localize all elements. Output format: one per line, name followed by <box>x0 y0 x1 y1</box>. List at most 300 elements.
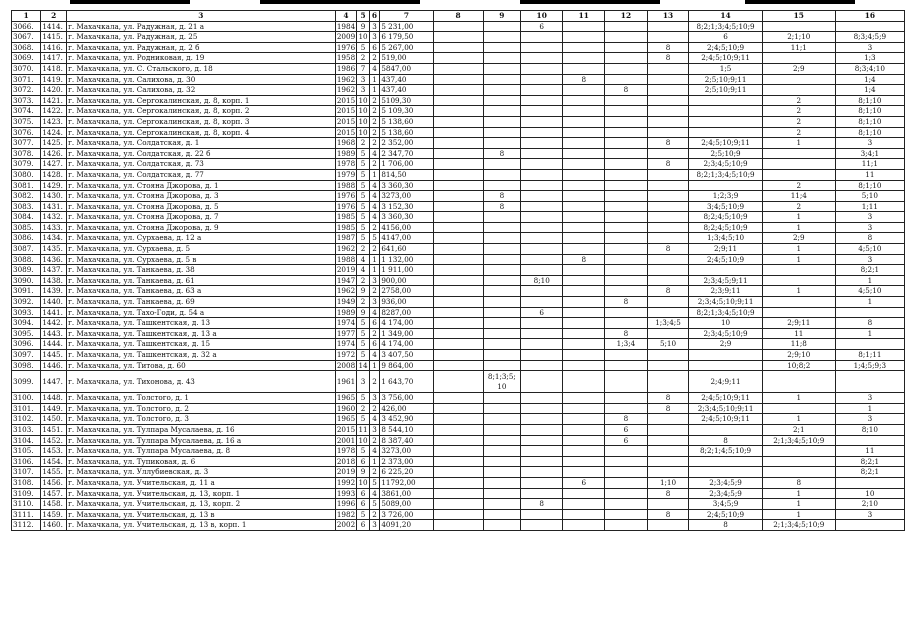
cell-col-10 <box>521 265 563 276</box>
table-row <box>12 467 905 478</box>
cell-col-13 <box>647 222 689 233</box>
cell-floors: 10 <box>358 32 368 42</box>
cell-col-13 <box>647 499 689 510</box>
cell-col-13 <box>647 201 689 212</box>
cell-col-15: 1 <box>762 212 835 223</box>
cell-col-13 <box>647 328 689 339</box>
cell-col-12 <box>605 467 648 478</box>
cell-col-9 <box>483 116 520 127</box>
cell-col-10 <box>521 222 563 233</box>
column-header: 15 <box>762 11 835 22</box>
cell-building-id: 1451. <box>41 424 67 435</box>
cell-building-id: 1418. <box>41 63 67 74</box>
cell-col-9 <box>483 477 520 488</box>
cell-entrances: 2 <box>369 328 380 339</box>
table-row <box>12 307 905 318</box>
cell-row-number: 3111. <box>12 509 41 520</box>
cell-col-9 <box>483 127 520 138</box>
cell-col-12 <box>605 42 648 53</box>
table-row <box>12 393 905 404</box>
cell-address: г. Махачкала, ул. Стояна Джорова, д. 9 <box>67 222 335 233</box>
cell-floors: 10 <box>358 95 368 105</box>
cell-year-built: 1986 <box>336 63 356 73</box>
cell-col-16: 8 <box>835 233 904 244</box>
cell-col-12 <box>605 446 648 457</box>
cell-building-id: 1447. <box>41 371 67 393</box>
cell-col-11 <box>563 138 605 149</box>
cell-col-12 <box>605 509 648 520</box>
cell-col-15: 11;8 <box>762 339 835 350</box>
cell-col-9 <box>483 222 520 233</box>
cell-col-16: 3 <box>835 254 904 265</box>
cell-floors: 6 <box>357 488 369 499</box>
cell-col-15: 2 <box>762 116 835 127</box>
cell-col-12 <box>605 318 648 329</box>
cell-col-10 <box>521 138 563 149</box>
cell-col-8 <box>433 424 483 435</box>
cell-building-id: 1421. <box>41 95 67 106</box>
cell-floors: 5 <box>357 180 369 191</box>
cell-row-number: 3075. <box>12 116 41 127</box>
cell-year-built: 1996 <box>336 499 356 509</box>
cell-floors: 5 <box>357 509 369 520</box>
cell-col-15 <box>762 307 835 318</box>
cell-year-built: 1972 <box>336 350 356 359</box>
cell-col-10 <box>521 350 563 361</box>
cell-entrances: 2 <box>369 222 380 233</box>
cell-address: г. Махачкала, ул. Тахо-Годи, д. 54 а <box>67 307 335 318</box>
cell-col-13 <box>647 180 689 191</box>
cell-col-12 <box>605 403 648 414</box>
cell-entrances: 2 <box>369 138 380 149</box>
cell-col-13 <box>647 371 689 393</box>
table-row <box>12 106 905 117</box>
cell-col-12 <box>605 53 648 64</box>
cell-col-12 <box>605 393 648 404</box>
cell-floors: 2 <box>357 275 369 286</box>
cell-col-10 <box>521 339 563 350</box>
cell-col-10 <box>521 414 563 425</box>
cell-col-10: 6 <box>521 21 563 32</box>
cell-col-8 <box>433 328 483 339</box>
table-row <box>12 286 905 297</box>
cell-col-13 <box>647 456 689 467</box>
cell-col-14: 8;2;4;5;10;9 <box>689 222 763 233</box>
cell-col-8 <box>433 201 483 212</box>
cell-col-10 <box>521 42 563 53</box>
cell-col-16: 11;1 <box>835 159 904 170</box>
cell-col-8 <box>433 509 483 520</box>
cell-col-9 <box>483 244 520 255</box>
column-header: 3 <box>67 11 335 22</box>
cell-col-14: 10 <box>689 318 763 329</box>
cell-building-id: 1438. <box>41 275 67 286</box>
cell-entrances: 2 <box>369 509 380 520</box>
column-header: 4 <box>335 11 357 22</box>
cell-address: г. Махачкала, ул. Танкаева, д. 38 <box>67 265 335 276</box>
cell-col-14: 2;3;4;5;9 <box>689 477 763 488</box>
cell-entrances: 3 <box>369 32 380 43</box>
cell-year-built: 1985 <box>336 212 356 222</box>
cell-col-15 <box>762 297 835 308</box>
cell-col-14: 2;4;9;11 <box>689 371 763 393</box>
cell-col-16: 1 <box>835 328 904 339</box>
cell-col-9 <box>483 297 520 308</box>
cell-col-14: 2;9 <box>689 339 763 350</box>
cell-area: 4 174,00 <box>380 318 433 329</box>
cell-col-16: 8;3;4;5;9 <box>835 32 904 43</box>
cell-building-id: 1426. <box>41 148 67 159</box>
cell-col-8 <box>433 435 483 446</box>
table-row <box>12 222 905 233</box>
cell-col-12: 6 <box>605 424 648 435</box>
cell-year-built: 2009 <box>336 32 356 42</box>
cell-col-10 <box>521 467 563 478</box>
cell-col-10 <box>521 74 563 85</box>
cell-row-number: 3093. <box>12 307 41 318</box>
cell-col-10 <box>521 201 563 212</box>
cell-col-16: 8;1;10 <box>835 127 904 138</box>
cell-floors: 5 <box>357 42 369 53</box>
cell-col-11: 8 <box>563 254 605 265</box>
cell-col-13 <box>647 32 689 43</box>
table-row <box>12 339 905 350</box>
cell-col-16: 1 <box>835 297 904 308</box>
cell-entrances: 2 <box>369 159 380 170</box>
cell-col-14: 2;5;10;9;11 <box>689 74 763 85</box>
cell-entrances: 3 <box>369 520 380 531</box>
cell-year-built: 2015 <box>336 106 356 116</box>
cell-building-id: 1430. <box>41 191 67 202</box>
cell-floors: 5 <box>357 191 369 202</box>
cell-col-15 <box>762 74 835 85</box>
cell-col-14: 8;2;1;3;4;5;10;9 <box>689 169 763 180</box>
cell-col-9 <box>483 212 520 223</box>
cell-floors: 9 <box>357 467 369 478</box>
cell-col-12 <box>605 456 648 467</box>
cell-entrances: 1 <box>369 74 380 85</box>
cell-building-id: 1417. <box>41 53 67 64</box>
cell-col-10 <box>521 244 563 255</box>
cell-row-number: 3082. <box>12 191 41 202</box>
cell-address: г. Махачкала, ул. Солдатская, д. 73 <box>67 159 335 170</box>
cell-col-16: 5;10 <box>835 191 904 202</box>
cell-col-11 <box>563 488 605 499</box>
cell-address: г. Махачкала, ул. Солдатская, д. 22 б <box>67 148 335 159</box>
table-row <box>12 148 905 159</box>
cell-col-9 <box>483 360 520 371</box>
cell-col-11 <box>563 318 605 329</box>
cell-floors: 2 <box>357 297 369 308</box>
cell-area: 1 643,70 <box>380 371 433 393</box>
cell-building-id: 1457. <box>41 488 67 499</box>
cell-col-11 <box>563 63 605 74</box>
cell-address: г. Махачкала, ул. Учительская, д. 13, корп. 1 <box>67 488 335 499</box>
cell-address: г. Махачкала, ул. Тихонова, д. 43 <box>67 371 335 393</box>
cell-building-id: 1459. <box>41 509 67 520</box>
cell-year-built: 1979 <box>336 169 356 179</box>
table-row <box>12 21 905 32</box>
cell-col-9 <box>483 42 520 53</box>
cell-row-number: 3068. <box>12 42 41 53</box>
cell-col-8 <box>433 222 483 233</box>
cell-col-10 <box>521 456 563 467</box>
cell-col-13 <box>647 95 689 106</box>
cell-col-13: 8 <box>647 42 689 53</box>
column-header: 11 <box>563 11 605 22</box>
cell-building-id: 1441. <box>41 307 67 318</box>
cell-year-built: 2008 <box>336 360 356 370</box>
cell-col-15 <box>762 265 835 276</box>
cell-col-13 <box>647 360 689 371</box>
cell-col-13: 1;3;4;5 <box>647 318 689 329</box>
cell-floors: 2 <box>357 244 369 255</box>
cell-col-11 <box>563 275 605 286</box>
cell-floors: 6 <box>357 456 369 467</box>
table-row <box>12 371 905 393</box>
cell-col-15: 1 <box>762 393 835 404</box>
cell-col-16: 1;4 <box>835 85 904 96</box>
cell-col-8 <box>433 233 483 244</box>
cell-area: 4 174,00 <box>380 339 433 350</box>
cell-col-12 <box>605 169 648 180</box>
cell-building-id: 1420. <box>41 85 67 96</box>
cell-col-12: 8 <box>605 414 648 425</box>
cell-row-number: 3101. <box>12 403 41 414</box>
cell-year-built: 2015 <box>336 424 356 434</box>
cell-entrances: 4 <box>369 350 380 361</box>
cell-area: 5089,00 <box>380 499 433 510</box>
cell-floors: 9 <box>357 286 369 297</box>
cell-entrances: 2 <box>369 435 380 446</box>
cell-col-11 <box>563 222 605 233</box>
cell-col-15: 1 <box>762 414 835 425</box>
table-row <box>12 254 905 265</box>
table-row <box>12 116 905 127</box>
cell-area: 8287,00 <box>380 307 433 318</box>
cell-year-built: 1949 <box>336 297 356 307</box>
cell-year-built: 1989 <box>336 148 356 158</box>
cell-col-9 <box>483 456 520 467</box>
table-row <box>12 191 905 202</box>
cell-building-id: 1436. <box>41 254 67 265</box>
cell-col-16: 8;1;11 <box>835 350 904 361</box>
cell-col-10 <box>521 127 563 138</box>
cell-entrances: 1 <box>369 265 380 276</box>
cell-col-11 <box>563 307 605 318</box>
column-header: 14 <box>689 11 763 22</box>
cell-col-14: 2;3;4;5;10;9 <box>689 328 763 339</box>
cell-col-13 <box>647 63 689 74</box>
cell-col-12: 6 <box>605 435 648 446</box>
cell-year-built: 1962 <box>336 286 356 296</box>
cell-col-16: 3;4;1 <box>835 148 904 159</box>
cell-year-built: 2018 <box>336 456 356 466</box>
cell-col-10 <box>521 477 563 488</box>
cell-col-14: 2;3;4;5;10;9 <box>689 159 763 170</box>
cell-col-10 <box>521 116 563 127</box>
cell-row-number: 3098. <box>12 360 41 371</box>
cell-col-13 <box>647 254 689 265</box>
cell-col-11 <box>563 148 605 159</box>
cell-floors: 10 <box>358 116 368 126</box>
cell-area: 5 267,00 <box>380 42 433 53</box>
cell-col-15: 11 <box>762 328 835 339</box>
cell-area: 5 231,00 <box>380 21 433 32</box>
cell-area: 1 132,00 <box>380 254 433 265</box>
cell-area: 6 179,50 <box>380 32 433 43</box>
cell-row-number: 3092. <box>12 297 41 308</box>
header-row <box>12 11 905 22</box>
cell-address: г. Махачкала, ул. Танкаева, д. 63 а <box>67 286 335 297</box>
cell-col-11 <box>563 212 605 223</box>
cell-col-8 <box>433 106 483 117</box>
cell-col-14: 2;9;11 <box>689 244 763 255</box>
cell-col-11 <box>563 456 605 467</box>
cell-address: г. Махачкала, ул. Радужная, д. 21 а <box>67 21 335 32</box>
cell-col-12 <box>605 488 648 499</box>
cell-address: г. Махачкала, ул. Сергокалинская, д. 8, корп. 1 <box>67 95 335 106</box>
cell-col-11 <box>563 467 605 478</box>
cell-col-13 <box>647 435 689 446</box>
cell-building-id: 1448. <box>41 393 67 404</box>
cell-col-9 <box>483 403 520 414</box>
cell-col-15: 2;1;3;4;5;10;9 <box>762 520 835 531</box>
cell-col-16 <box>835 477 904 488</box>
cell-building-id: 1444. <box>41 339 67 350</box>
table-row <box>12 350 905 361</box>
cell-entrances: 4 <box>369 201 380 212</box>
cell-area: 641,60 <box>380 244 433 255</box>
cell-row-number: 3097. <box>12 350 41 361</box>
cell-entrances: 2 <box>369 403 380 414</box>
cell-col-9 <box>483 21 520 32</box>
cell-col-14: 8 <box>689 435 763 446</box>
cell-col-14: 2;4;5;10;9;11 <box>689 393 763 404</box>
cell-col-16: 8;1;10 <box>835 180 904 191</box>
cell-building-id: 1423. <box>41 116 67 127</box>
cell-col-12 <box>605 21 648 32</box>
cell-col-10 <box>521 53 563 64</box>
cell-area: 5109,30 <box>380 95 433 106</box>
cell-col-9 <box>483 350 520 361</box>
cell-entrances: 6 <box>369 339 380 350</box>
cell-col-13: 8 <box>647 53 689 64</box>
cell-col-8 <box>433 360 483 371</box>
cell-col-10 <box>521 286 563 297</box>
cell-col-12 <box>605 275 648 286</box>
cell-floors: 4 <box>357 254 369 265</box>
cell-year-built: 1962 <box>336 74 356 84</box>
table-row <box>12 127 905 138</box>
table-row <box>12 63 905 74</box>
cell-col-11 <box>563 21 605 32</box>
cell-col-8 <box>433 74 483 85</box>
cell-col-16 <box>835 307 904 318</box>
cell-col-14: 2;4;5;10;9;11 <box>689 414 763 425</box>
cell-area: 814,50 <box>380 169 433 180</box>
cell-col-8 <box>433 42 483 53</box>
cell-col-9 <box>483 106 520 117</box>
cell-col-12 <box>605 307 648 318</box>
cell-col-10 <box>521 328 563 339</box>
cell-col-9 <box>483 53 520 64</box>
cell-col-15: 1 <box>762 138 835 149</box>
cell-col-15 <box>762 85 835 96</box>
cell-col-12 <box>605 254 648 265</box>
cell-entrances: 5 <box>369 477 380 488</box>
cell-col-9 <box>483 254 520 265</box>
cell-col-15: 2;1;3;4;5;10;9 <box>762 435 835 446</box>
cell-col-15: 1 <box>762 509 835 520</box>
cell-building-id: 1452. <box>41 435 67 446</box>
cell-row-number: 3069. <box>12 53 41 64</box>
cell-col-11 <box>563 339 605 350</box>
cell-col-16: 1;11 <box>835 201 904 212</box>
cell-col-13 <box>647 424 689 435</box>
cell-col-15: 2;9 <box>762 63 835 74</box>
cell-col-8 <box>433 53 483 64</box>
column-header: 13 <box>647 11 689 22</box>
cell-row-number: 3086. <box>12 233 41 244</box>
cell-col-10: 6 <box>521 307 563 318</box>
cell-floors: 14 <box>358 360 368 370</box>
cell-year-built: 1974 <box>336 318 356 328</box>
cell-entrances: 2 <box>369 53 380 64</box>
cell-col-11 <box>563 509 605 520</box>
cell-area: 5 109,30 <box>380 106 433 117</box>
cell-building-id: 1456. <box>41 477 67 488</box>
cell-entrances: 3 <box>369 424 380 435</box>
cell-area: 900,00 <box>380 275 433 286</box>
cell-address: г. Махачкала, ул. Учительская, д. 13 в, корп. 1 <box>67 520 335 531</box>
cell-address: г. Махачкала, ул. Уллубиевская, д. 3 <box>67 467 335 478</box>
cell-col-11 <box>563 435 605 446</box>
cell-address: г. Махачкала, ул. Сергокалинская, д. 8, корп. 2 <box>67 106 335 117</box>
cell-floors: 5 <box>357 446 369 457</box>
cell-col-14: 2;4;5;10;9 <box>689 509 763 520</box>
cell-address: г. Махачкала, ул. Ташкентская, д. 15 <box>67 339 335 350</box>
cell-row-number: 3091. <box>12 286 41 297</box>
cell-col-8 <box>433 520 483 531</box>
cell-year-built: 1988 <box>336 180 356 190</box>
cell-col-15: 11;4 <box>762 191 835 202</box>
cell-area: 5847,00 <box>380 63 433 74</box>
cell-row-number: 3076. <box>12 127 41 138</box>
cell-year-built: 1965 <box>336 393 356 403</box>
cell-col-15 <box>762 456 835 467</box>
cell-col-8 <box>433 371 483 393</box>
cell-col-8 <box>433 244 483 255</box>
cell-address: г. Махачкала, ул. Стояна Джорова, д. 1 <box>67 180 335 191</box>
table-row <box>12 414 905 425</box>
cell-building-id: 1427. <box>41 159 67 170</box>
cell-row-number: 3073. <box>12 95 41 106</box>
cell-area: 1 349,00 <box>380 328 433 339</box>
cell-col-11 <box>563 414 605 425</box>
cell-col-9 <box>483 339 520 350</box>
cell-address: г. Махачкала, ул. Стояна Джорова, д. 7 <box>67 212 335 223</box>
cell-col-13 <box>647 265 689 276</box>
cell-col-16 <box>835 21 904 32</box>
cell-entrances: 3 <box>369 393 380 404</box>
cell-col-12 <box>605 159 648 170</box>
cell-row-number: 3066. <box>12 21 41 32</box>
cell-col-12 <box>605 520 648 531</box>
table-row <box>12 138 905 149</box>
cell-row-number: 3070. <box>12 63 41 74</box>
cell-col-12 <box>605 148 648 159</box>
